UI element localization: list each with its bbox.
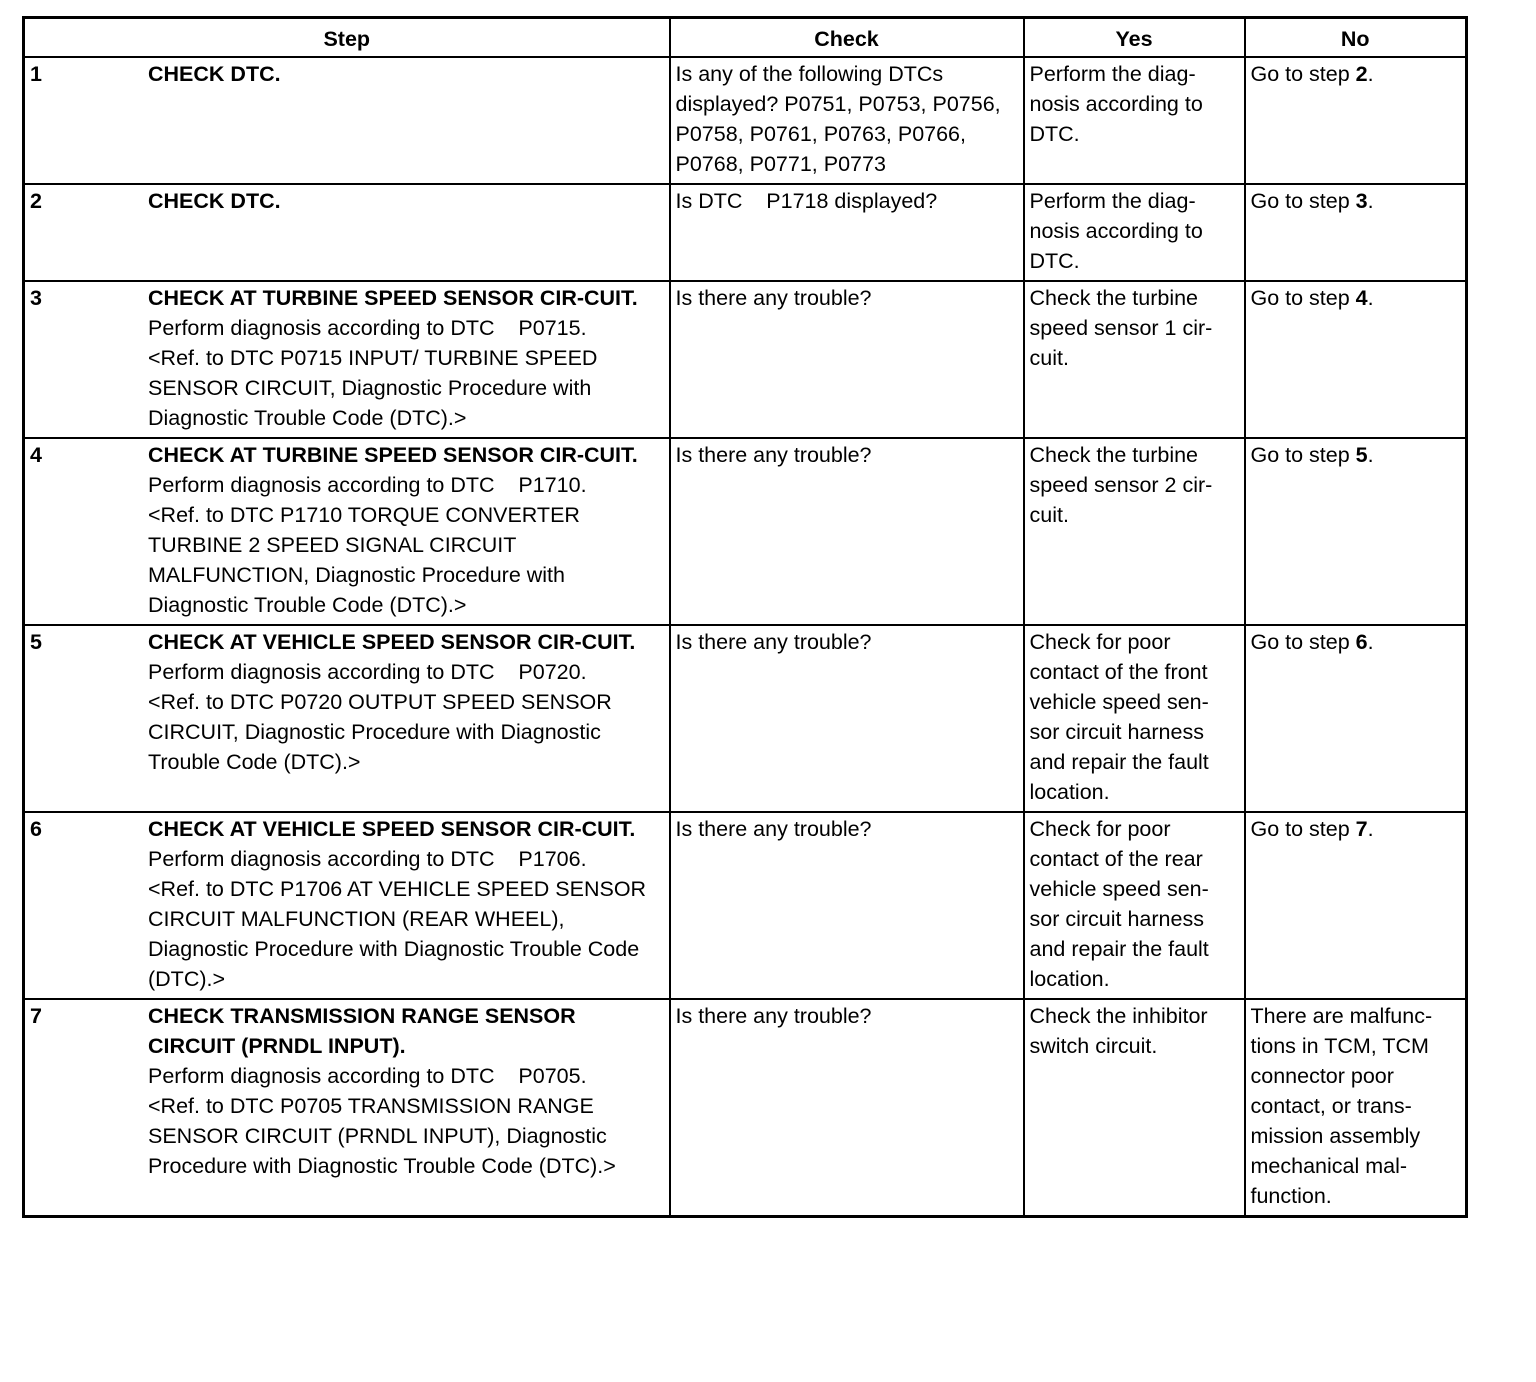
table-row: [24, 281, 1467, 438]
step-number: 2: [30, 189, 42, 213]
step-title: CHECK DTC.: [148, 189, 281, 213]
check-cell: Is there any trouble?: [670, 281, 1024, 438]
table-row: [24, 438, 1467, 625]
step-cell: [24, 999, 670, 1217]
no-suffix: .: [1367, 189, 1374, 213]
no-cell: [1245, 438, 1467, 625]
no-cell: [1245, 281, 1467, 438]
step-cell: [24, 812, 670, 999]
goto-step-link: 7: [1355, 817, 1368, 841]
no-suffix: .: [1367, 443, 1374, 467]
step-number: 4: [30, 443, 42, 467]
check-cell: Is DTC P1718 displayed?: [670, 184, 1024, 281]
step-title: CHECK AT TURBINE SPEED SENSOR CIR-CUIT.: [148, 286, 638, 310]
table-row: [24, 812, 1467, 999]
check-cell: Is there any trouble?: [670, 812, 1024, 999]
goto-step-link: 5: [1355, 443, 1368, 467]
table-row: [24, 184, 1467, 281]
reference-text: <Ref. to DTC P1710 TORQUE CONVERTER TURBINE 2 SPEED SIGNAL CIRCUIT MALFUNCTION, Diagnostic Procedure with Diagnostic Trouble Code (DTC).>: [148, 503, 580, 617]
header-check: Check: [670, 18, 1024, 58]
no-cell: [1245, 57, 1467, 184]
step-detail: Perform diagnosis according to DTC P0715.: [148, 316, 587, 340]
goto-step-link: 6: [1355, 630, 1368, 654]
no-text: Go to step: [1250, 630, 1356, 654]
reference-text: <Ref. to DTC P1706 AT VEHICLE SPEED SENSOR CIRCUIT MALFUNCTION (REAR WHEEL), Diagnostic Procedure with Diagnostic Trouble Code (DTC).>: [148, 877, 647, 991]
yes-cell: Perform the diag-nosis according to DTC.: [1024, 184, 1245, 281]
step-detail: Perform diagnosis according to DTC P1710.: [148, 473, 587, 497]
yes-cell: Check for poor contact of the front vehicle speed sen-sor circuit harness and repair the fault location.: [1024, 625, 1245, 812]
no-text: Go to step: [1250, 286, 1356, 310]
check-cell: Is there any trouble?: [670, 625, 1024, 812]
yes-cell: Perform the diag-nosis according to DTC.: [1024, 57, 1245, 184]
no-cell: [1245, 999, 1467, 1217]
yes-cell: Check the turbine speed sensor 1 cir-cuit.: [1024, 281, 1245, 438]
no-suffix: .: [1367, 286, 1374, 310]
yes-cell: Check the turbine speed sensor 2 cir-cuit.: [1024, 438, 1245, 625]
yes-cell: Check the inhibitor switch circuit.: [1024, 999, 1245, 1217]
step-cell: [24, 57, 670, 184]
step-number: 3: [30, 286, 42, 310]
no-cell: [1245, 184, 1467, 281]
no-cell: [1245, 812, 1467, 999]
diagnostic-table: [22, 16, 1468, 1218]
step-number: 5: [30, 630, 42, 654]
no-suffix: .: [1367, 62, 1374, 86]
step-title: CHECK TRANSMISSION RANGE SENSOR CIRCUIT (PRNDL INPUT).: [148, 1004, 576, 1058]
step-cell: [24, 438, 670, 625]
step-number: 1: [30, 62, 42, 86]
goto-step-link: 3: [1355, 189, 1368, 213]
step-detail: Perform diagnosis according to DTC P0720.: [148, 660, 587, 684]
goto-step-link: 4: [1355, 286, 1368, 310]
step-number: 6: [30, 817, 42, 841]
no-cell: [1245, 625, 1467, 812]
check-cell: Is there any trouble?: [670, 999, 1024, 1217]
table-row: [24, 57, 1467, 184]
check-cell: Is any of the following DTCs displayed? P0751, P0753, P0756, P0758, P0761, P0763, P0766, P0768, P0771, P0773: [670, 57, 1024, 184]
step-title: CHECK AT TURBINE SPEED SENSOR CIR-CUIT.: [148, 443, 638, 467]
no-suffix: .: [1367, 630, 1374, 654]
table-row: [24, 999, 1467, 1217]
header-no: No: [1245, 18, 1467, 58]
no-text: Go to step: [1250, 189, 1356, 213]
step-cell: [24, 281, 670, 438]
table-body: [24, 57, 1467, 1217]
step-title: CHECK AT VEHICLE SPEED SENSOR CIR-CUIT.: [148, 817, 636, 841]
step-number: 7: [30, 1004, 42, 1028]
no-text: Go to step: [1250, 62, 1356, 86]
no-text: Go to step: [1250, 443, 1356, 467]
header-row: [24, 18, 1467, 58]
no-text: Go to step: [1250, 817, 1356, 841]
step-detail: Perform diagnosis according to DTC P1706.: [148, 847, 587, 871]
no-suffix: .: [1367, 817, 1374, 841]
step-cell: [24, 184, 670, 281]
check-cell: Is there any trouble?: [670, 438, 1024, 625]
reference-text: <Ref. to DTC P0720 OUTPUT SPEED SENSOR CIRCUIT, Diagnostic Procedure with Diagnostic Trouble Code (DTC).>: [148, 690, 612, 774]
no-text: There are malfunc-tions in TCM, TCM connector poor contact, or trans-mission assembly mechanical mal-function.: [1250, 1004, 1433, 1208]
table-row: [24, 625, 1467, 812]
step-title: CHECK DTC.: [148, 62, 281, 86]
reference-text: <Ref. to DTC P0705 TRANSMISSION RANGE SENSOR CIRCUIT (PRNDL INPUT), Diagnostic Procedure with Diagnostic Trouble Code (DTC).>: [148, 1094, 616, 1178]
step-title: CHECK AT VEHICLE SPEED SENSOR CIR-CUIT.: [148, 630, 636, 654]
step-detail: Perform diagnosis according to DTC P0705.: [148, 1064, 587, 1088]
reference-text: <Ref. to DTC P0715 INPUT/ TURBINE SPEED SENSOR CIRCUIT, Diagnostic Procedure with Diagnostic Trouble Code (DTC).>: [148, 346, 598, 430]
yes-cell: Check for poor contact of the rear vehicle speed sen-sor circuit harness and repair the fault location.: [1024, 812, 1245, 999]
step-cell: [24, 625, 670, 812]
goto-step-link: 2: [1355, 62, 1368, 86]
header-step: Step: [24, 18, 670, 58]
header-yes: Yes: [1024, 18, 1245, 58]
